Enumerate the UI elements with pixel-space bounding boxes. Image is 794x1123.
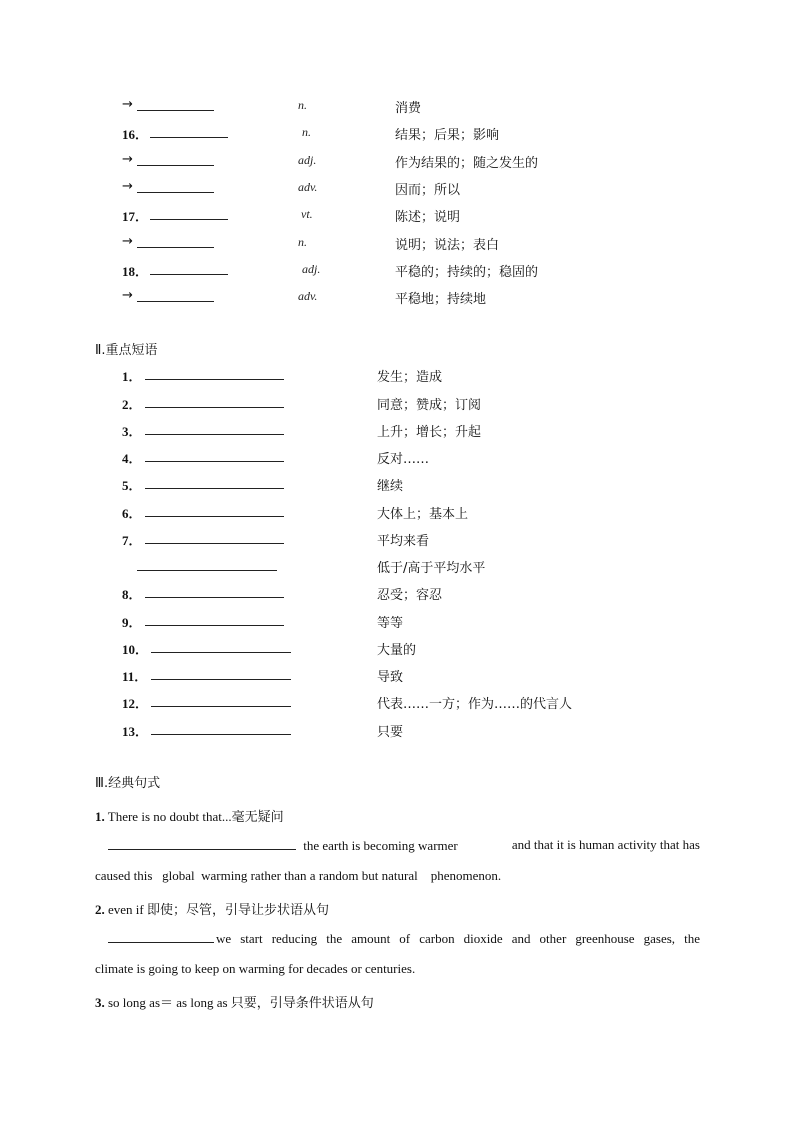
vocab-meaning: 作为结果的；随之发生的 [395, 156, 539, 171]
sentence-2-number: 2. [95, 902, 105, 917]
phrase-meaning: 忍受；容忍 [377, 588, 443, 603]
phrase-number: 1． [122, 369, 142, 384]
sentence-2-meaning: 即使；尽管，引导让步状语从句 [146, 903, 329, 918]
phrase-meaning: 等等 [377, 616, 404, 631]
sentence-3-equals: ＝ [160, 996, 174, 1011]
phrase-number: 11． [122, 669, 148, 684]
vocab-meaning: 消费 [395, 101, 422, 116]
vocab-part-of-speech: adj. [302, 262, 321, 276]
vocab-answer-blank[interactable] [150, 125, 228, 138]
sentence-3-pattern-a: so long as [108, 995, 160, 1010]
phrase-meaning: 只要 [377, 725, 404, 740]
sentence-1-blank[interactable] [108, 837, 296, 850]
phrase-number: 6． [122, 506, 142, 521]
vocab-row-marker: 18． [122, 264, 149, 279]
vocab-answer-blank[interactable] [150, 262, 228, 275]
phrase-meaning: 大体上；基本上 [377, 507, 469, 522]
phrase-answer-blank[interactable] [145, 613, 284, 626]
phrase-meaning: 上升；增长；升起 [377, 425, 482, 440]
phrase-number: 9． [122, 615, 142, 630]
vocab-row-marker: 16． [122, 127, 149, 142]
sentence-2-text: we start reducing the amount of carbon dioxide and other greenhouse gases, the [216, 931, 700, 946]
sentence-3-meaning: 只要，引导条件状语从句 [230, 996, 374, 1011]
vocab-part-of-speech: vt. [301, 207, 313, 221]
phrase-answer-blank[interactable] [145, 449, 284, 462]
phrase-meaning: 大量的 [377, 643, 417, 658]
phrase-meaning: 反对…… [377, 452, 430, 467]
vocab-row-marker: → [122, 97, 133, 112]
phrase-number: 5． [122, 478, 142, 493]
sentence-3-number: 3. [95, 995, 105, 1010]
phrase-meaning: 同意；赞成；订阅 [377, 398, 482, 413]
sentence-1-line-2: caused this global warming rather than a random but natural phenomenon. [95, 868, 502, 883]
phrase-meaning: 平均来看 [377, 534, 430, 549]
phrase-answer-blank[interactable] [145, 476, 284, 489]
phrase-answer-blank[interactable] [145, 585, 284, 598]
vocab-meaning: 说明；说法；表白 [395, 238, 500, 253]
phrase-answer-blank[interactable] [145, 422, 284, 435]
vocab-row-marker: → [122, 288, 133, 303]
phrase-meaning: 代表……一方；作为……的代言人 [377, 697, 573, 712]
vocab-meaning: 平稳地；持续地 [395, 292, 487, 307]
sentence-1-heading [95, 806, 284, 825]
phrase-number: 4． [122, 451, 142, 466]
sentence-2-pattern: even if [108, 902, 144, 917]
sentence-1-text-b: and that it is human activity that has [511, 837, 700, 852]
vocab-answer-blank[interactable] [137, 289, 214, 302]
vocab-meaning: 陈述；说明 [395, 210, 461, 225]
sentence-1-pattern: There is no doubt that... [107, 809, 232, 824]
vocab-meaning: 因而；所以 [395, 183, 461, 198]
phrase-meaning: 发生；造成 [377, 370, 443, 385]
vocab-answer-blank[interactable] [137, 235, 214, 248]
vocab-part-of-speech: n. [298, 235, 307, 249]
vocab-answer-blank[interactable] [137, 98, 214, 111]
phrase-meaning: 低于/高于平均水平 [377, 561, 486, 576]
vocab-answer-blank[interactable] [137, 180, 214, 193]
sentence-2-heading [95, 899, 329, 918]
sentence-3-heading [95, 992, 374, 1011]
section-title-classic-sentences: Ⅲ.经典句式 [95, 776, 161, 791]
vocab-part-of-speech: adj. [298, 153, 317, 167]
phrase-answer-blank[interactable] [151, 640, 291, 653]
phrase-meaning: 导致 [377, 670, 404, 685]
phrase-answer-blank[interactable] [151, 694, 291, 707]
phrase-number: 3． [122, 424, 142, 439]
phrase-answer-blank[interactable] [151, 722, 291, 735]
vocab-answer-blank[interactable] [137, 153, 214, 166]
sentence-1-text-a: the earth is becoming warmer [303, 838, 458, 853]
phrase-answer-blank[interactable] [137, 558, 277, 571]
sentence-1-number: 1. [95, 809, 105, 824]
vocab-row-marker: → [122, 152, 133, 167]
vocab-part-of-speech: adv. [298, 180, 318, 194]
phrase-number: 2． [122, 397, 142, 412]
phrase-answer-blank[interactable] [145, 504, 284, 517]
vocab-meaning: 平稳的；持续的；稳固的 [395, 265, 539, 280]
vocab-part-of-speech: adv. [298, 289, 318, 303]
vocab-row-marker: → [122, 179, 133, 194]
vocab-part-of-speech: n. [302, 125, 311, 139]
phrase-number: 12． [122, 696, 149, 711]
sentence-2-line-2: climate is going to keep on warming for decades or centuries. [95, 961, 416, 976]
vocab-part-of-speech: n. [298, 98, 307, 112]
vocab-meaning: 结果；后果；影响 [395, 128, 500, 143]
phrase-answer-blank[interactable] [145, 531, 284, 544]
sentence-1-meaning: 毫无疑问 [231, 810, 284, 825]
phrase-number: 8． [122, 587, 142, 602]
sentence-2-line-1 [108, 930, 700, 947]
phrase-number: 7． [122, 533, 142, 548]
phrase-answer-blank[interactable] [145, 395, 284, 408]
phrase-meaning: 继续 [377, 479, 404, 494]
sentence-3-pattern-b: as long as [176, 995, 228, 1010]
phrase-answer-blank[interactable] [151, 667, 291, 680]
vocab-answer-blank[interactable] [150, 207, 228, 220]
sentence-1-line-1 [108, 837, 700, 854]
section-title-key-phrases: Ⅱ.重点短语 [95, 343, 158, 358]
vocab-row-marker: → [122, 234, 133, 249]
phrase-number: 10． [122, 642, 149, 657]
phrase-answer-blank[interactable] [145, 367, 284, 380]
vocab-row-marker: 17． [122, 209, 149, 224]
phrase-number: 13． [122, 724, 149, 739]
sentence-2-blank[interactable] [108, 930, 214, 943]
